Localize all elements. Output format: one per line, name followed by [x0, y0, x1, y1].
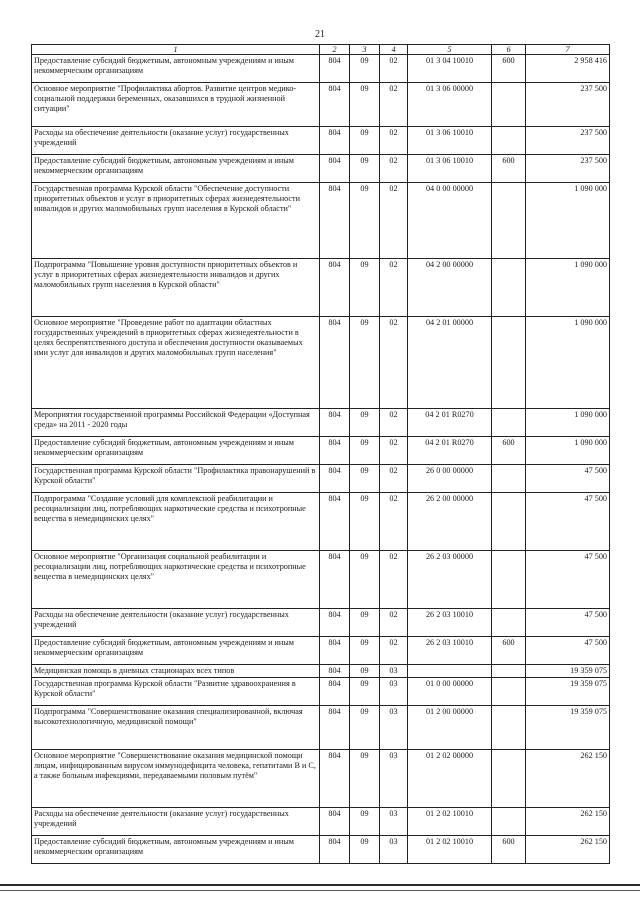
grbs-code: 804 — [320, 437, 350, 465]
table-row — [32, 835, 610, 863]
section-code: 09 — [350, 637, 380, 665]
amount: 237 500 — [526, 83, 610, 127]
target-article-code: 01 0 00 00000 — [408, 677, 492, 705]
amount: 1 090 000 — [526, 409, 610, 437]
expense-type-code — [492, 749, 526, 807]
table-row — [32, 677, 610, 705]
grbs-code: 804 — [320, 317, 350, 409]
page-number: 21 — [315, 29, 325, 40]
section-code: 09 — [350, 55, 380, 83]
subsection-code: 02 — [380, 637, 408, 665]
subsection-code: 02 — [380, 183, 408, 259]
section-code: 09 — [350, 127, 380, 155]
subsection-code: 02 — [380, 317, 408, 409]
grbs-code: 804 — [320, 665, 350, 678]
expense-type-code — [492, 665, 526, 678]
target-article-code: 04 2 01 00000 — [408, 317, 492, 409]
grbs-code: 804 — [320, 677, 350, 705]
table-row — [32, 409, 610, 437]
column-number: 1 — [32, 45, 320, 55]
section-code: 09 — [350, 665, 380, 678]
amount: 47 500 — [526, 637, 610, 665]
expense-type-code — [492, 493, 526, 551]
amount: 47 500 — [526, 465, 610, 493]
subsection-code: 03 — [380, 665, 408, 678]
amount: 47 500 — [526, 493, 610, 551]
amount: 262 150 — [526, 835, 610, 863]
section-code: 09 — [350, 609, 380, 637]
target-article-code: 04 2 01 R0270 — [408, 437, 492, 465]
subsection-code: 03 — [380, 835, 408, 863]
grbs-code: 804 — [320, 609, 350, 637]
section-code: 09 — [350, 705, 380, 749]
section-code: 09 — [350, 155, 380, 183]
subsection-code: 02 — [380, 55, 408, 83]
subsection-code: 02 — [380, 465, 408, 493]
target-article-code: 26 0 00 00000 — [408, 465, 492, 493]
expense-type-code: 600 — [492, 437, 526, 465]
table-row — [32, 437, 610, 465]
amount: 19 359 075 — [526, 677, 610, 705]
bottom-rule — [0, 890, 640, 891]
table-row — [32, 493, 610, 551]
section-code: 09 — [350, 749, 380, 807]
amount: 19 359 075 — [526, 665, 610, 678]
table-row — [32, 551, 610, 609]
section-code: 09 — [350, 465, 380, 493]
expense-type-code — [492, 183, 526, 259]
item-name: Предоставление субсидий бюджетным, автономным учреждениям и иным некоммерческим организациям — [32, 55, 320, 83]
grbs-code: 804 — [320, 493, 350, 551]
column-number-row — [32, 45, 610, 55]
section-code: 09 — [350, 677, 380, 705]
amount: 47 500 — [526, 551, 610, 609]
section-code: 09 — [350, 437, 380, 465]
item-name: Предоставление субсидий бюджетным, автономным учреждениям и иным некоммерческим организациям — [32, 437, 320, 465]
item-name: Расходы на обеспечение деятельности (оказание услуг) государственных учреждений — [32, 609, 320, 637]
expense-type-code — [492, 259, 526, 317]
subsection-code: 02 — [380, 551, 408, 609]
column-number: 6 — [492, 45, 526, 55]
expense-type-code — [492, 551, 526, 609]
table-row — [32, 665, 610, 678]
target-article-code: 01 3 04 10010 — [408, 55, 492, 83]
grbs-code: 804 — [320, 749, 350, 807]
amount: 262 150 — [526, 749, 610, 807]
subsection-code: 02 — [380, 127, 408, 155]
target-article-code: 04 2 01 R0270 — [408, 409, 492, 437]
section-code: 09 — [350, 259, 380, 317]
table-row — [32, 609, 610, 637]
grbs-code: 804 — [320, 259, 350, 317]
target-article-code: 04 2 00 00000 — [408, 259, 492, 317]
subsection-code: 02 — [380, 259, 408, 317]
target-article-code: 01 3 06 00000 — [408, 83, 492, 127]
expense-type-code — [492, 127, 526, 155]
item-name: Государственная программа Курской области "Развитие здравоохранения в Курской области" — [32, 677, 320, 705]
amount: 237 500 — [526, 155, 610, 183]
grbs-code: 804 — [320, 55, 350, 83]
section-code: 09 — [350, 317, 380, 409]
grbs-code: 804 — [320, 409, 350, 437]
column-number: 3 — [350, 45, 380, 55]
grbs-code: 804 — [320, 551, 350, 609]
item-name: Основное мероприятие "Проведение работ по адаптации областных государственных учреждений в приоритетных сферах жизнедеятельности в целях беспрепятственного доступа и обеспечения доступности оказываемых ими услуг для инвалидов и других маломобильных групп населения" — [32, 317, 320, 409]
item-name: Предоставление субсидий бюджетным, автономным учреждениям и иным некоммерческим организациям — [32, 637, 320, 665]
grbs-code: 804 — [320, 835, 350, 863]
table-row — [32, 705, 610, 749]
grbs-code: 804 — [320, 465, 350, 493]
target-article-code: 01 2 02 10010 — [408, 835, 492, 863]
target-article-code: 26 2 03 00000 — [408, 551, 492, 609]
target-article-code — [408, 665, 492, 678]
table-row — [32, 183, 610, 259]
table-row — [32, 259, 610, 317]
target-article-code: 01 2 02 00000 — [408, 749, 492, 807]
grbs-code: 804 — [320, 127, 350, 155]
target-article-code: 01 3 06 10010 — [408, 127, 492, 155]
item-name: Предоставление субсидий бюджетным, автономным учреждениям и иным некоммерческим организациям — [32, 155, 320, 183]
column-number: 7 — [526, 45, 610, 55]
table-row — [32, 127, 610, 155]
table-row — [32, 55, 610, 83]
expense-type-code — [492, 317, 526, 409]
amount: 1 090 000 — [526, 437, 610, 465]
target-article-code: 04 0 00 00000 — [408, 183, 492, 259]
item-name: Основное мероприятие "Организация социальной реабилитации и ресоциализации лиц, потребляющих наркотические средства и психотропные вещества в немедицинских целях" — [32, 551, 320, 609]
target-article-code: 01 2 02 10010 — [408, 807, 492, 835]
target-article-code: 26 2 03 10010 — [408, 637, 492, 665]
section-code: 09 — [350, 807, 380, 835]
subsection-code: 02 — [380, 493, 408, 551]
target-article-code: 26 2 00 00000 — [408, 493, 492, 551]
subsection-code: 02 — [380, 609, 408, 637]
expense-type-code — [492, 705, 526, 749]
column-number: 2 — [320, 45, 350, 55]
section-code: 09 — [350, 835, 380, 863]
expense-type-code — [492, 677, 526, 705]
section-code: 09 — [350, 83, 380, 127]
expense-type-code: 600 — [492, 637, 526, 665]
item-name: Государственная программа Курской области "Обеспечение доступности приоритетных объектов и услуг в приоритетных сферах жизнедеятельности инвалидов и других маломобильных групп населения в Курской области" — [32, 183, 320, 259]
item-name: Основное мероприятие "Совершенствование оказания медицинской помощи лицам, инфицированным вирусом иммунодефицита человека, гепатитами В и С, а также больным инфекциями, передаваемыми половым путём" — [32, 749, 320, 807]
item-name: Подпрограмма "Совершенствование оказания специализированной, включая высокотехнологичную, медицинской помощи" — [32, 705, 320, 749]
expense-type-code — [492, 609, 526, 637]
expense-type-code: 600 — [492, 55, 526, 83]
table-row — [32, 749, 610, 807]
expense-type-code: 600 — [492, 155, 526, 183]
grbs-code: 804 — [320, 83, 350, 127]
table-row — [32, 807, 610, 835]
budget-table — [31, 44, 610, 864]
item-name: Расходы на обеспечение деятельности (оказание услуг) государственных учреждений — [32, 127, 320, 155]
amount: 1 090 000 — [526, 317, 610, 409]
section-code: 09 — [350, 183, 380, 259]
amount: 237 500 — [526, 127, 610, 155]
amount: 1 090 000 — [526, 183, 610, 259]
subsection-code: 02 — [380, 83, 408, 127]
subsection-code: 02 — [380, 409, 408, 437]
table-row — [32, 317, 610, 409]
column-number: 4 — [380, 45, 408, 55]
column-number: 5 — [408, 45, 492, 55]
amount: 262 150 — [526, 807, 610, 835]
subsection-code: 03 — [380, 677, 408, 705]
target-article-code: 01 3 06 10010 — [408, 155, 492, 183]
amount: 47 500 — [526, 609, 610, 637]
target-article-code: 26 2 03 10010 — [408, 609, 492, 637]
subsection-code: 03 — [380, 807, 408, 835]
section-code: 09 — [350, 551, 380, 609]
item-name: Медицинская помощь в дневных стационарах всех типов — [32, 665, 320, 678]
expense-type-code — [492, 807, 526, 835]
item-name: Расходы на обеспечение деятельности (оказание услуг) государственных учреждений — [32, 807, 320, 835]
grbs-code: 804 — [320, 705, 350, 749]
table-row — [32, 637, 610, 665]
amount: 19 359 075 — [526, 705, 610, 749]
subsection-code: 02 — [380, 437, 408, 465]
item-name: Государственная программа Курской области "Профилактика правонарушений в Курской области" — [32, 465, 320, 493]
amount: 2 958 416 — [526, 55, 610, 83]
grbs-code: 804 — [320, 183, 350, 259]
grbs-code: 804 — [320, 637, 350, 665]
section-code: 09 — [350, 493, 380, 551]
item-name: Предоставление субсидий бюджетным, автономным учреждениям и иным некоммерческим организациям — [32, 835, 320, 863]
subsection-code: 03 — [380, 749, 408, 807]
table-row — [32, 83, 610, 127]
item-name: Подпрограмма "Создание условий для комплексной реабилитации и ресоциализации лиц, потребляющих наркотические средства и психотропные вещества в немедицинских целях" — [32, 493, 320, 551]
subsection-code: 03 — [380, 705, 408, 749]
grbs-code: 804 — [320, 155, 350, 183]
item-name: Основное мероприятие "Профилактика абортов. Развитие центров медико-социальной поддержки беременных, оказавшихся в трудной жизненной ситуации" — [32, 83, 320, 127]
amount: 1 090 000 — [526, 259, 610, 317]
table-row — [32, 155, 610, 183]
table-row — [32, 465, 610, 493]
item-name: Мероприятия государственной программы Российской Федерации «Доступная среда» на 2011 - 2020 годы — [32, 409, 320, 437]
expense-type-code — [492, 83, 526, 127]
expense-type-code — [492, 409, 526, 437]
item-name: Подпрограмма "Повышение уровня доступности приоритетных объектов и услуг в приоритетных сферах жизнедеятельности инвалидов и других маломобильных групп населения в Курской области" — [32, 259, 320, 317]
bottom-rule — [0, 884, 640, 886]
expense-type-code: 600 — [492, 835, 526, 863]
section-code: 09 — [350, 409, 380, 437]
target-article-code: 01 2 00 00000 — [408, 705, 492, 749]
subsection-code: 02 — [380, 155, 408, 183]
grbs-code: 804 — [320, 807, 350, 835]
expense-type-code — [492, 465, 526, 493]
